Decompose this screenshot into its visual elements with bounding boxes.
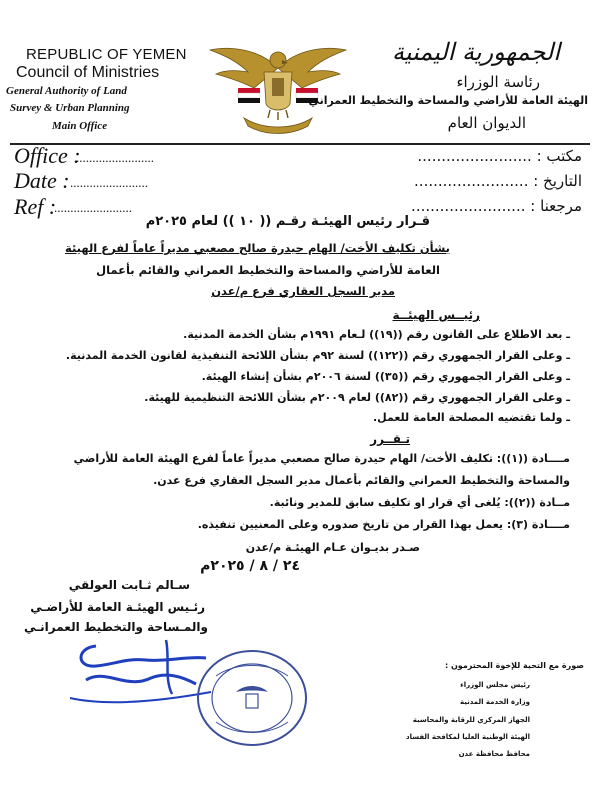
date-label: Date : (14, 168, 70, 193)
header-authority-line-2: Survey & Urban Planning (10, 102, 130, 114)
header-office-ar: الديوان العام (447, 114, 526, 132)
office-label: Office : (14, 143, 81, 168)
header-authority-line-1: General Authority of Land (6, 85, 127, 97)
cc-item: الجهاز المركزي للرقابة والمحاسبة (412, 716, 530, 724)
header-presidency: رئاسة الوزراء (456, 73, 540, 91)
header-authority-ar: الهيئة العامة للأراضي والمساحة والتخطيط العمراني (308, 94, 588, 107)
cc-item: رئيس مجلس الوزراء (460, 681, 530, 689)
signatory-title-2: والمـساحة والتخطيط العمرانـي (23, 620, 208, 634)
decision-subject-3: مدير السجل العقاري فرع م/عدن (211, 284, 395, 298)
date-value: ........................ (70, 175, 148, 190)
article-1-line-1: مــــادة ((١)): تكليف الأخت/ الهام حيدرة صالح مصعبي مديراً عاماً لفرع الهيئة العامة للأراضي (73, 452, 570, 465)
signatory-title-1: رئـيس الهيئـة العامة للأراضـي (30, 600, 205, 614)
ref-label: Ref : (14, 194, 57, 219)
header-council: Council of Ministries (16, 64, 160, 81)
article-2: مــادة ((٢)): يُلغى أي قرار او تكليف سابق للمدير ونائبة. (269, 496, 570, 509)
cc-item: محافظ محافظة عدن (458, 750, 530, 758)
header-republic-calligraphy: الجمهورية اليمنية (391, 38, 560, 66)
ref-field-ar: مرجعنا : ........................ (411, 197, 582, 215)
article-1-line-2: والمساحة والتخطيط العمراني والقائم بأعمال مدير السجل العقاري فرع عدن. (153, 474, 570, 487)
cc-item: وزارة الخدمة المدنية (459, 698, 530, 706)
office-value: ........................ (76, 150, 154, 165)
preamble-line: ـ ولما تقتضيه المصلحة العامة للعمل. (372, 411, 570, 424)
decision-subject-1: بشأن تكليف الأخت/ الهام حيدرة صالح مصعبي مديراً عاماً لفرع الهيئة (65, 241, 450, 255)
header-divider (10, 143, 590, 145)
cc-title: صورة مع التحية للإخوة المحترمون : (444, 661, 584, 670)
preamble-line: ـ وعلى القرار الجمهوري رقم ((١٢٢)) لسنة ٩٢م بشأن اللائحة التنفيذية لقانون الخدمة المدنية. (65, 349, 570, 362)
office-field-ar: مكتب : ........................ (417, 147, 582, 165)
decision-title: قـرار رئيس الهيئـة رقـم (( ١٠ )) لعام ٢٠٢٥م (145, 214, 430, 229)
signatory-name: سـالم ثـابت العولقي (68, 578, 190, 592)
yemen-eagle-emblem-icon (208, 38, 348, 143)
official-seal-icon (196, 648, 308, 748)
preamble-line: ـ وعلى القرار الجمهوري رقم ((٣٥)) لسنة ٢٠٠٦م بشأن إنشاء الهيئة. (201, 370, 570, 383)
decides-heading: تـقــرر (370, 432, 410, 446)
issued-date: ٢٤ / ٨ / ٢٠٢٥م (200, 558, 300, 574)
article-3: مــــادة (٣): يعمل بهذا القرار من تاريخ صدوره وعلى المعنيين تنفيذه. (197, 518, 570, 531)
chair-heading: رئيــس الهيئــة (392, 308, 480, 322)
handwritten-signature (66, 628, 216, 708)
header-country: REPUBLIC OF YEMEN (26, 46, 187, 63)
issued-at: صـدر بديـوان عـام الهيئـة م/عدن (245, 541, 420, 554)
ref-value: ........................ (54, 200, 132, 215)
decision-subject-2: العامة للأراضي والمساحة والتخطيط العمراني والقائم بأعمال (96, 263, 440, 277)
date-field-ar: التاريخ : ........................ (414, 172, 582, 190)
cc-item: الهيئة الوطنية العليا لمكافحة الفساد (406, 733, 530, 741)
preamble-line: ـ بعد الاطلاع على القانون رقم ((١٩)) لـعام ١٩٩١م بشأن الخدمة المدنية. (183, 328, 570, 341)
preamble-line: ـ وعلى القرار الجمهوري رقم ((٨٢)) لعام ٢٠٠٩م بشأن اللائحة التنظيمية للهيئة. (144, 391, 570, 404)
header-office: Main Office (52, 120, 108, 132)
